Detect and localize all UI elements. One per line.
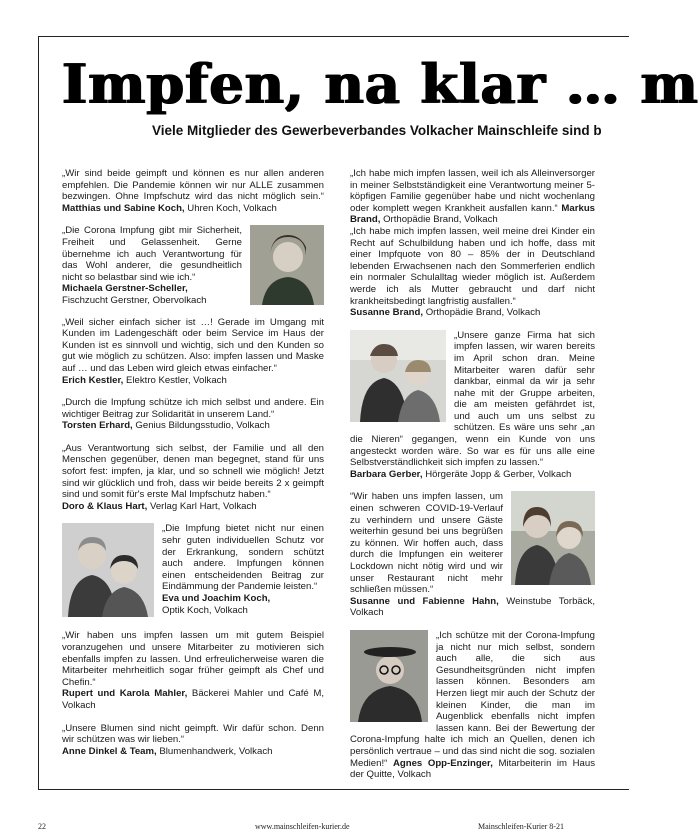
company-name: Verlag Karl Hart, Volkach xyxy=(149,500,257,512)
quote-text: „Wir sind beide geimpft und können es nur allen anderen empfehlen. Die Pandemie können wir nur ALLE zusammen bezwingen. Ohne Impfschutz wird das nicht möglich sein.“ xyxy=(62,168,324,203)
quote-text: „Ich habe mich impfen lassen, weil meine drei Kinder ein Recht auf Schulbildung haben und ich hoffe, dass mit einer Impfquote von 80 – 85% der in Deutschland lebenden Erwachsenen nach den Sommerferien endlich ein normaler Schulalltag wieder möglich ist. Außerdem werde ich als Mutter gebraucht und darf nicht krankheitsbedingt langfristig ausfallen.“ xyxy=(350,225,595,307)
testimonial xyxy=(62,523,324,619)
quote-text: „Weil sicher einfach sicher ist …! Gerade im Umgang mit Kunden im Ladengeschäft oder beim Service im Haus der Kunden ist es sinnvoll und wichtig, sich und den Kunden so gut wie möglich zu schützen. Also: impfen lassen und Maske auf … und das Leben wird gleich etwas einfacher.“ xyxy=(62,316,324,374)
person-name: Doro & Klaus Hart, xyxy=(62,500,148,512)
company-name: Orthopädie Brand, Volkach xyxy=(425,307,541,319)
left-column xyxy=(62,168,324,768)
testimonial xyxy=(62,630,324,711)
person-name: Rupert und Karola Mahler, xyxy=(62,688,188,700)
couple-photo xyxy=(62,523,154,617)
quote-text: „Wir haben uns impfen lassen um mit gutem Beispiel voranzugehen und unsere Mitarbeiter zu motivieren sich ebenfalls impfen zu lassen. Und erfreulicherweise waren die Mitarbeiter mehrheitlich sogar früher geimpft als Chef und Chefin.“ xyxy=(62,630,324,688)
company-name: Fischzucht Gerstner, Obervolkach xyxy=(62,294,207,306)
mother-daughter-photo xyxy=(511,491,595,585)
testimonial xyxy=(62,443,324,513)
company-name: Weinstube Torbäck, Volkach xyxy=(350,595,596,619)
testimonial xyxy=(350,226,595,319)
person-name: Eva und Joachim Koch, xyxy=(162,593,271,604)
quote-text: „Ich schütze mit der Corona-Impfung ja nicht nur mich selbst, sondern auch alle, die sich aus Gesundheitsgründen nicht impfen lassen können. Besonders am Herzen liegt mir auch der Schutz der kleinen Kinder, die man im Augenblick ebenfalls nicht impfen lassen kann. Bei der Bewertung der Corona-Impfung halte ich mich an Quellen, denen ich persönlich vertraue – und das sind nicht die sog. sozialen Medien!“ xyxy=(350,629,595,769)
testimonial xyxy=(62,723,324,758)
page-number: 22 xyxy=(38,822,46,831)
quote-text: „Ich habe mich impfen lassen, weil ich als Alleinversorger in meiner Selbstständigkeit eine Verantwortung meiner 5-köpfigen Familie gegenüber habe und nicht wochenlang oder komplett wegen Krankheit ausfallen kann.“ xyxy=(350,168,595,214)
testimonial xyxy=(350,491,595,619)
company-name: Genius Bildungsstudio, Volkach xyxy=(135,420,270,432)
portrait-photo xyxy=(350,630,428,722)
testimonial xyxy=(350,630,595,781)
person-name: Markus Brand, xyxy=(350,202,596,226)
right-column xyxy=(350,168,595,792)
quote-text: „Die Impfung bietet nicht nur einen sehr guten individuellen Schutz vor der Erkrankung, sondern schützt auch andere. Impfungen können einen entscheidenden Beitrag zur Eindämmung der Pandemie leisten.“ xyxy=(162,523,324,593)
person-name: Agnes Opp-Enzinger, xyxy=(392,757,493,769)
quote-text: „Durch die Impfung schütze ich mich selbst und andere. Ein wichtiger Beitrag zur Solidarität in unserem Land.“ xyxy=(62,397,324,420)
company-name: Mitarbeiterin im Haus der Quitte, Volkach xyxy=(350,757,596,781)
couple-photo xyxy=(350,330,446,422)
person-name: Erich Kestler, xyxy=(62,374,124,386)
testimonial xyxy=(62,168,324,214)
subheadline: Viele Mitglieder des Gewerbeverbandes Volkacher Mainschleife sind b xyxy=(152,123,602,138)
issue-label: Mainschleifen-Kurier 8-21 xyxy=(478,822,564,831)
company-name: Optik Koch, Volkach xyxy=(162,604,248,616)
testimonial xyxy=(62,225,324,306)
company-name: Bäckerei Mahler und Café M, Volkach xyxy=(62,688,324,711)
testimonial xyxy=(62,397,324,432)
quote-text: „Unsere ganze Firma hat sich impfen lassen, wir waren bereits im April schon dran. Meine Mitarbeiter waren dafür sehr dankbar, einmal da wir ja sehr nahe mit der Gruppe arbeiten, die am meisten gefährdet ist, und auch um uns selbst zu schützen. Es wäre uns sehr „an die Nieren“ gegangen, wenn ein Kunde von uns angesteckt worden wäre. So war es für uns alle eine Selbstverständlichkeit sich impfen zu lassen.“ xyxy=(350,329,595,469)
company-name: Blumenhandwerk, Volkach xyxy=(159,745,273,757)
person-name: Michaela Gerstner-Scheller, xyxy=(62,283,188,295)
testimonial xyxy=(350,330,595,481)
quote-text: „Die Corona Impfung gibt mir Sicherheit, Freiheit und Gelassenheit. Gerne übernehme ich auch Verantwortung für das Wohl anderer, die gesundheitlich nicht so belastbar sind wie ich.“ xyxy=(62,225,242,283)
quote-text: “Wir haben uns impfen lassen, um einen schweren COVID-19-Verlauf zu verhindern und unsere Gäste weiterhin gesund bei uns begrüßen zu können. Wir hoffen auch, dass durch die Impfungen ein weiterer Lockdown nicht nötig wird und wir unser Restaurant nicht mehr schließen müssen.“ xyxy=(350,491,503,596)
company-name: Hörgeräte Jopp & Gerber, Volkach xyxy=(425,468,572,480)
person-name: Barbara Gerber, xyxy=(350,468,423,480)
website-url[interactable]: www.mainschleifen-kurier.de xyxy=(255,822,350,831)
quote-text: „Aus Verantwortung sich selbst, der Familie und all den Menschen gegenüber, denen man begegnet, stand für uns sofort fest: impfen, ja klar, und so schnell wie möglich! Jetzt sind wir glücklich und froh, dass wir beide bereits 2 x geimpft sind und somit für's erste Mal Impfschutz haben.“ xyxy=(62,442,324,501)
person-name: Matthias und Sabine Koch, xyxy=(62,202,185,214)
quote-text: „Unsere Blumen sind nicht geimpft. Wir dafür schon. Denn wir schützen was wir lieben.“ xyxy=(62,722,324,746)
company-name: Uhren Koch, Volkach xyxy=(187,202,277,214)
testimonial xyxy=(350,168,595,226)
person-name: Torsten Erhard, xyxy=(62,420,133,432)
portrait-photo xyxy=(250,225,324,305)
headline: Impfen, na klar … m xyxy=(62,52,699,116)
company-name: Elektro Kestler, Volkach xyxy=(126,374,227,386)
company-name: Orthopädie Brand, Volkach xyxy=(383,214,498,226)
person-name: Susanne Brand, xyxy=(350,307,424,319)
person-name: Anne Dinkel & Team, xyxy=(62,745,157,757)
person-name: Susanne und Fabienne Hahn, xyxy=(350,595,499,607)
testimonial xyxy=(62,317,324,387)
